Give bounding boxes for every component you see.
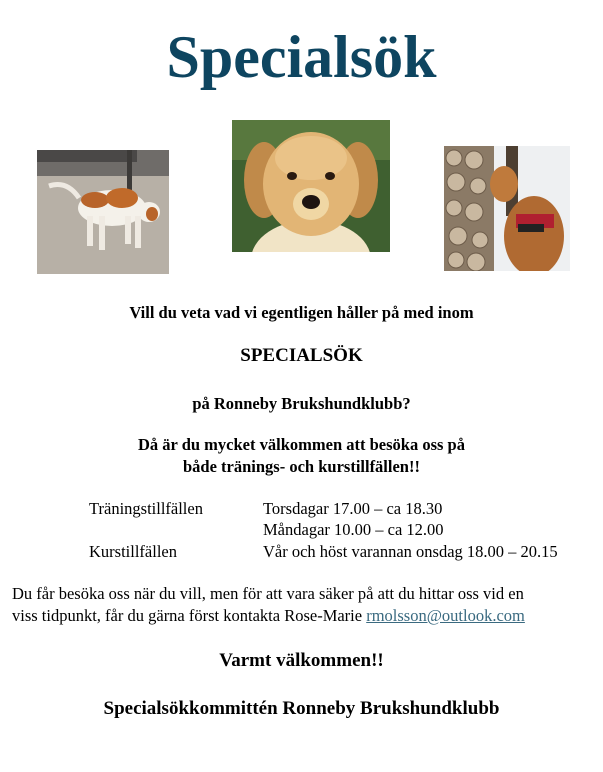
email-link[interactable]: rmolsson@outlook.com: [366, 606, 525, 625]
contact-line-1: Du får besöka oss när du vill, men för att vara säker på att du hittar oss vid en: [12, 584, 524, 603]
contact-paragraph: [12, 583, 600, 627]
schedule-label-course: Kurstillfällen: [89, 542, 177, 561]
schedule-value-monday: Måndagar 10.00 – ca 12.00: [263, 520, 444, 539]
page-title: Specialsök: [166, 24, 437, 90]
club-line: på Ronneby Brukshundklubb?: [192, 394, 411, 413]
intro-text: Vill du veta vad vi egentligen håller på med inom: [129, 303, 474, 322]
welcome-line-1: Då är du mycket välkommen att besöka oss på: [138, 435, 465, 454]
schedule-label-training: Träningstillfällen: [89, 499, 203, 518]
dog-at-woodpile-photo: [444, 146, 570, 271]
welcome-text: [0, 434, 603, 478]
schedule-value-thursday: Torsdagar 17.00 – ca 18.30: [263, 499, 443, 518]
welcome-line-2: både tränings- och kurstillfällen!!: [183, 457, 420, 476]
closing-text: Varmt välkommen!!: [219, 650, 384, 671]
schedule-value-course: Vår och höst varannan onsdag 18.00 – 20.15: [263, 542, 558, 561]
signature-text: Specialsökkommittén Ronneby Brukshundklubb: [103, 698, 500, 719]
specialsok-heading: SPECIALSÖK: [240, 345, 363, 366]
contact-line-2: viss tidpunkt, får du gärna först kontakta Rose-Marie: [12, 606, 367, 625]
golden-retriever-portrait-photo: [232, 120, 390, 252]
dog-sniffing-floor-photo: [37, 150, 169, 274]
